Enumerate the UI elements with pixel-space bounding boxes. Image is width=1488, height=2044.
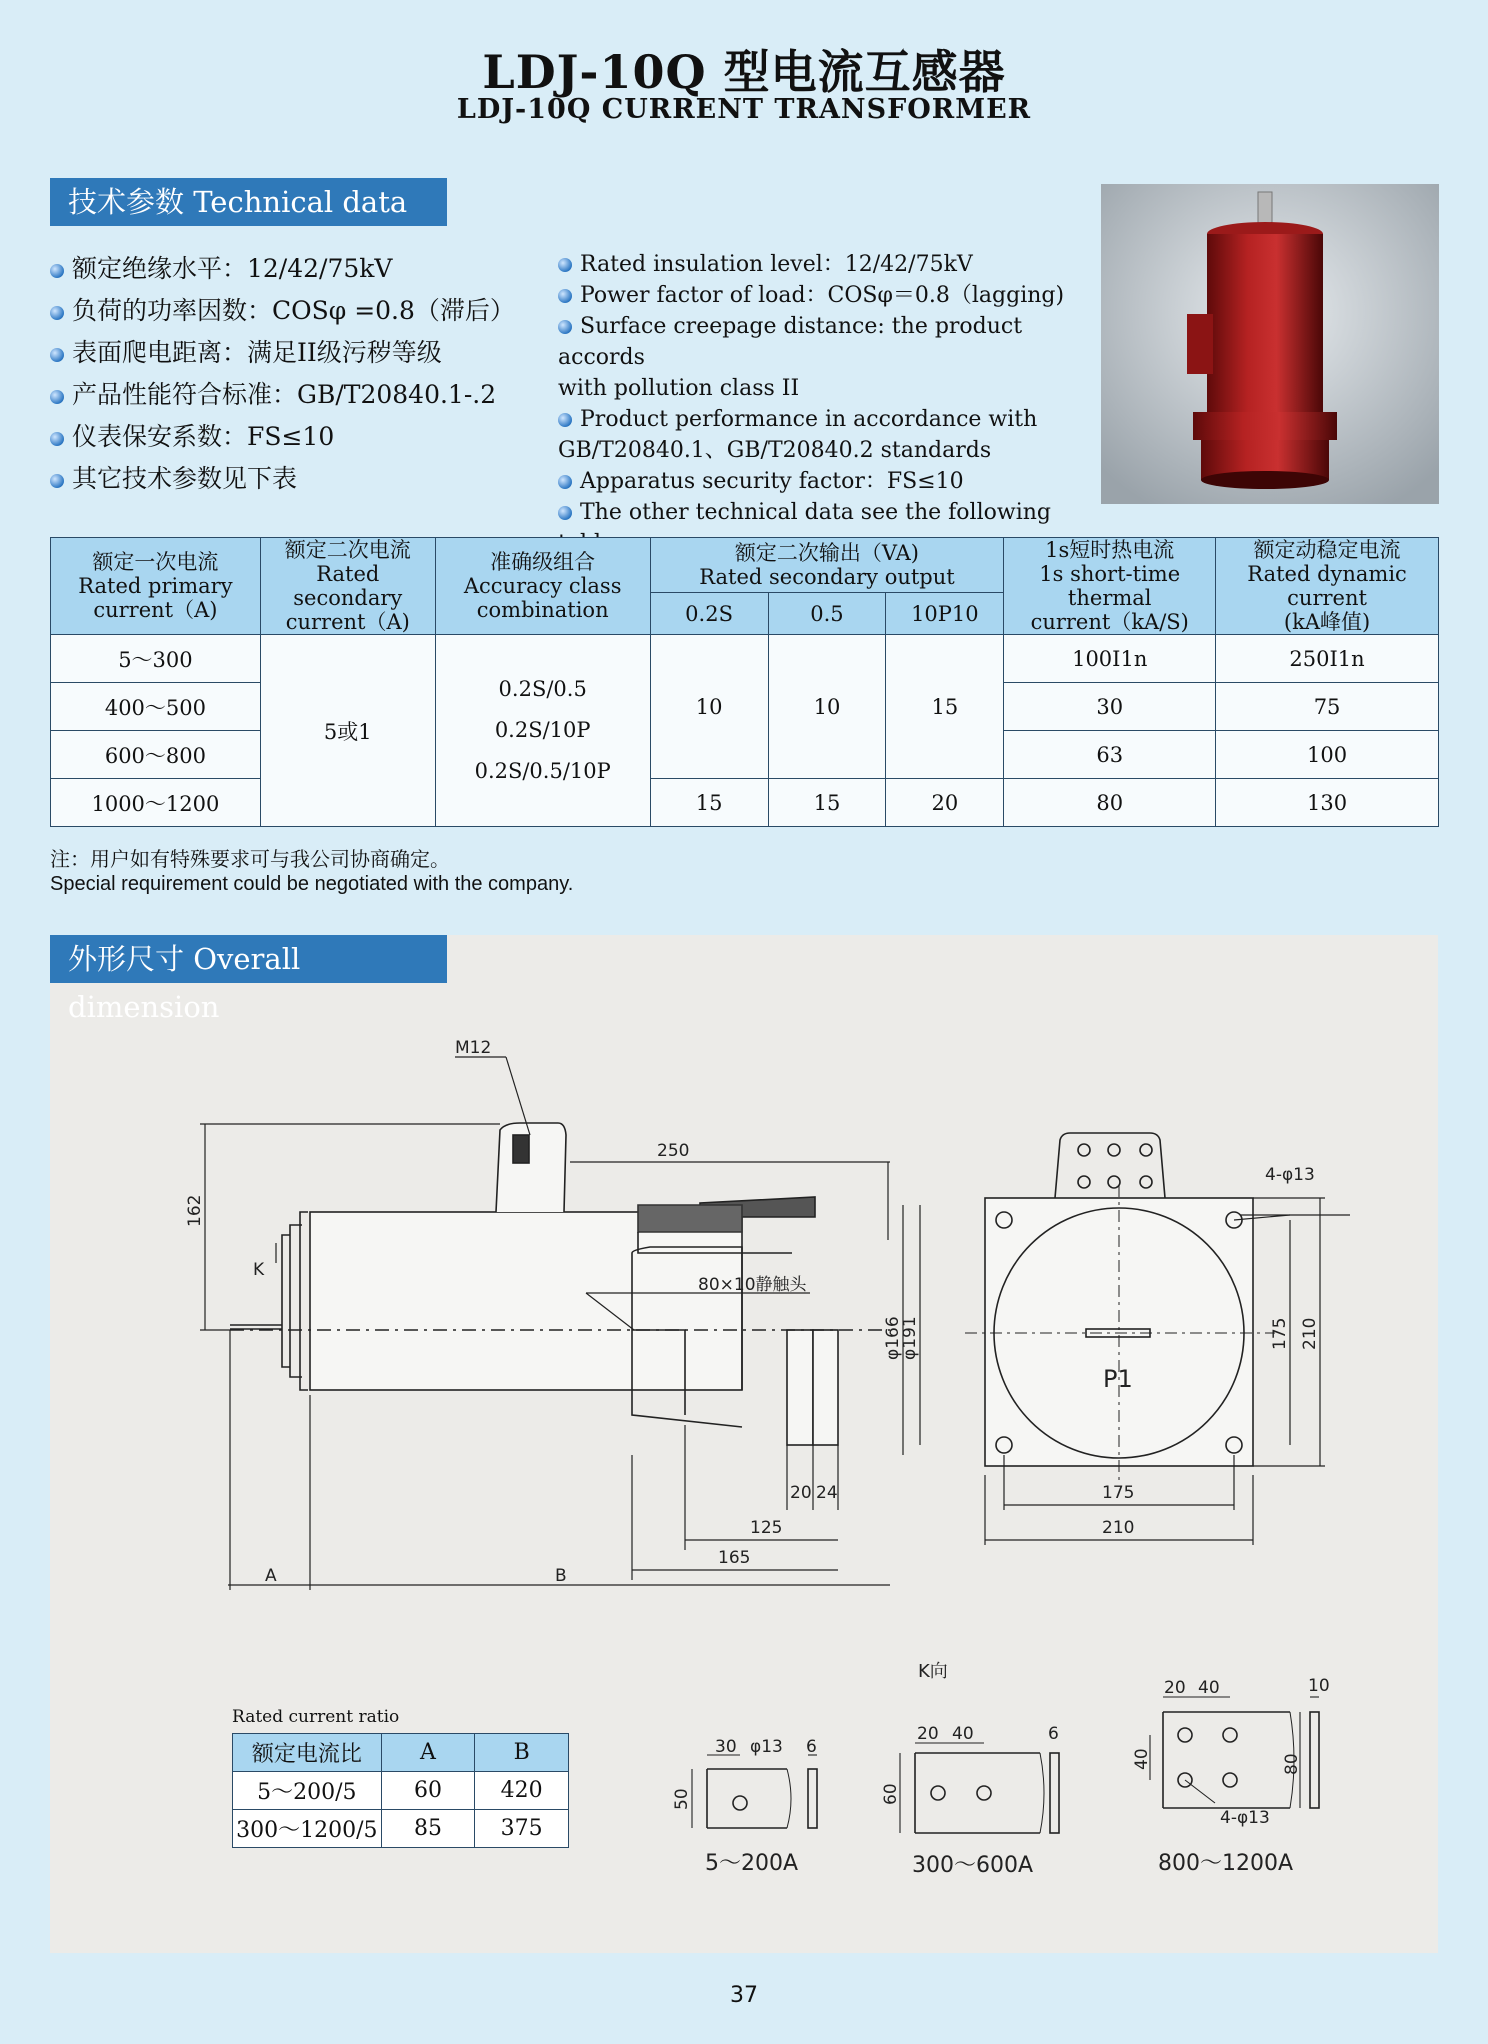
label-m12: M12 — [455, 1038, 492, 1058]
page-subtitle: LDJ-10Q CURRENT TRANSFORMER — [456, 94, 1032, 125]
spec-item-cn: 仪表保安系数：FS≤10 — [50, 416, 570, 458]
overall-dimension-heading: 外形尺寸 Overall dimension — [50, 935, 447, 983]
spec-item-en: The other technical data see the following — [558, 497, 1098, 559]
header-output-10p10: 10P10 — [886, 593, 1004, 635]
table-cell: 5～300 — [51, 635, 261, 683]
spec-item-en-cont: with pollution class II — [558, 376, 800, 401]
label-10: 10 — [1308, 1676, 1330, 1696]
table-cell: 250I1n — [1216, 635, 1439, 683]
label-165: 165 — [718, 1548, 751, 1568]
table-cell: 400～500 — [51, 683, 261, 731]
table-cell: 20 — [886, 779, 1004, 827]
header-accuracy-class: 准确级组合 Accuracy class combination — [435, 538, 650, 635]
ratio-header: A — [381, 1734, 475, 1772]
label-210-vertical: 210 — [1300, 1317, 1320, 1350]
bullet-icon — [50, 264, 64, 278]
label-162: 162 — [185, 1194, 205, 1227]
label-phi166: φ166 — [883, 1316, 903, 1360]
label-250: 250 — [657, 1141, 690, 1161]
table-cell: 100 — [1216, 731, 1439, 779]
table-cell: 30 — [1004, 683, 1216, 731]
table-cell: 10 — [650, 635, 768, 779]
bullet-icon — [50, 474, 64, 488]
terminal-caption-300-600a: 300～600A — [912, 1853, 1034, 1878]
label-40: 40 — [1198, 1678, 1220, 1698]
product-photo — [1101, 184, 1439, 504]
label-6: 6 — [1048, 1724, 1059, 1744]
label-20: 20 — [917, 1724, 939, 1744]
table-cell: 0.2S/0.5 0.2S/10P 0.2S/0.5/10P — [435, 635, 650, 827]
bullet-icon — [558, 289, 572, 303]
bullet-icon — [558, 475, 572, 489]
label-60: 60 — [881, 1783, 901, 1805]
bullet-icon — [558, 258, 572, 272]
table-cell: 63 — [1004, 731, 1216, 779]
front-view — [965, 1133, 1275, 1485]
header-dynamic-current: 额定动稳定电流 Rated dynamic current (kA峰值) — [1216, 538, 1439, 635]
label-holes-front: 4-φ13 — [1265, 1165, 1315, 1185]
table-cell: 10 — [768, 635, 886, 779]
spec-table — [50, 537, 1439, 827]
spec-item-cn: 其它技术参数见下表 — [50, 458, 570, 500]
label-phi191: φ191 — [900, 1316, 920, 1360]
label-holes-terminal: 4-φ13 — [1220, 1808, 1270, 1828]
page-title: LDJ-10Q 型电流互感器 — [482, 45, 1006, 99]
spec-item-cn: 产品性能符合标准：GB/T20840.1-.2 — [50, 374, 570, 416]
label-175-vertical: 175 — [1270, 1317, 1290, 1350]
table-cell: 600～800 — [51, 731, 261, 779]
note-en: Special requirement could be negotiated with the company. — [50, 873, 574, 895]
ratio-header: B — [475, 1734, 569, 1772]
header-secondary-output: 额定二次输出（VA) Rated secondary output — [650, 538, 1004, 593]
ratio-cell: 375 — [475, 1810, 569, 1848]
label-125: 125 — [750, 1518, 783, 1538]
ratio-cell: 5～200/5 — [233, 1772, 382, 1810]
spec-item-en: Surface creepage distance: the product accords — [558, 314, 1023, 370]
label-20: 20 — [790, 1483, 812, 1503]
ratio-cell: 85 — [381, 1810, 475, 1848]
table-cell: 15 — [886, 635, 1004, 779]
header-primary-current: 额定一次电流 Rated primary current（A) — [51, 538, 261, 635]
label-30: 30 — [715, 1737, 737, 1757]
table-cell: 1000～1200 — [51, 779, 261, 827]
label-6: 6 — [806, 1737, 817, 1757]
bullet-icon — [50, 390, 64, 404]
chinese-spec-list — [50, 248, 570, 500]
bullet-icon — [558, 413, 572, 427]
label-a: A — [265, 1566, 277, 1586]
bullet-icon — [50, 432, 64, 446]
table-cell: 100I1n — [1004, 635, 1216, 683]
spec-item-en: Product performance in accordance with — [558, 404, 1098, 435]
header-output-02s: 0.2S — [650, 593, 768, 635]
terminal-caption-800-1200a: 800～1200A — [1158, 1851, 1294, 1876]
header-output-05: 0.5 — [768, 593, 886, 635]
page-number: 37 — [730, 1983, 758, 2008]
terminal-caption-5-200a: 5～200A — [705, 1851, 799, 1876]
ratio-header: 额定电流比 — [233, 1734, 382, 1772]
bullet-icon — [50, 306, 64, 320]
table-cell: 130 — [1216, 779, 1439, 827]
label-20: 20 — [1164, 1678, 1186, 1698]
label-24: 24 — [816, 1483, 838, 1503]
spec-item-cn: 负荷的功率因数：COSφ =0.8（滞后） — [50, 290, 570, 332]
table-cell: 5或1 — [260, 635, 435, 827]
technical-data-heading: 技术参数 Technical data — [50, 178, 447, 226]
ratio-cell: 60 — [381, 1772, 475, 1810]
label-210-horizontal: 210 — [1102, 1518, 1135, 1538]
label-static-contact: 80×10静触头 — [698, 1275, 807, 1295]
spec-item-en: Apparatus security factor：FS≤10 — [558, 466, 1098, 497]
label-k: K — [253, 1260, 265, 1280]
terminal-800-1200a — [1132, 1676, 1330, 1876]
ratio-table — [232, 1733, 569, 1848]
label-40: 40 — [952, 1724, 974, 1744]
note-cn: 注：用户如有特殊要求可与我公司协商确定。 — [50, 849, 450, 871]
label-50: 50 — [672, 1788, 692, 1810]
ratio-cell: 300～1200/5 — [233, 1810, 382, 1848]
table-cell: 15 — [768, 779, 886, 827]
label-k-view: K向 — [918, 1661, 948, 1682]
label-175-horizontal: 175 — [1102, 1483, 1135, 1503]
bullet-icon — [50, 348, 64, 362]
header-thermal-current: 1s短时热电流 1s short-time thermal current（kA/S) — [1004, 538, 1216, 635]
spec-item-cn: 表面爬电距离：满足II级污秽等级 — [50, 332, 570, 374]
header-secondary-current: 额定二次电流 Rated secondary current（A) — [260, 538, 435, 635]
bullet-icon — [558, 320, 572, 334]
bullet-icon — [558, 506, 572, 520]
spec-item-cn: 额定绝缘水平：12/42/75kV — [50, 248, 570, 290]
spec-item-en: Rated insulation level：12/42/75kV — [558, 249, 1098, 280]
label-b: B — [555, 1566, 567, 1586]
spec-item-en-cont: GB/T20840.1、GB/T20840.2 standards — [558, 438, 992, 463]
label-40-vertical: 40 — [1132, 1748, 1152, 1770]
table-cell: 80 — [1004, 779, 1216, 827]
terminal-300-600a — [881, 1724, 1059, 1878]
table-cell: 15 — [650, 779, 768, 827]
label-80: 80 — [1282, 1753, 1302, 1775]
table-cell: 75 — [1216, 683, 1439, 731]
label-p1: P1 — [1103, 1365, 1133, 1393]
terminal-5-200a — [672, 1737, 817, 1876]
ratio-cell: 420 — [475, 1772, 569, 1810]
spec-item-en: Power factor of load：COSφ＝0.8（lagging) — [558, 280, 1098, 311]
label-phi13: φ13 — [750, 1737, 783, 1757]
english-spec-list — [558, 249, 1098, 559]
ratio-table-caption: Rated current ratio — [232, 1707, 400, 1727]
